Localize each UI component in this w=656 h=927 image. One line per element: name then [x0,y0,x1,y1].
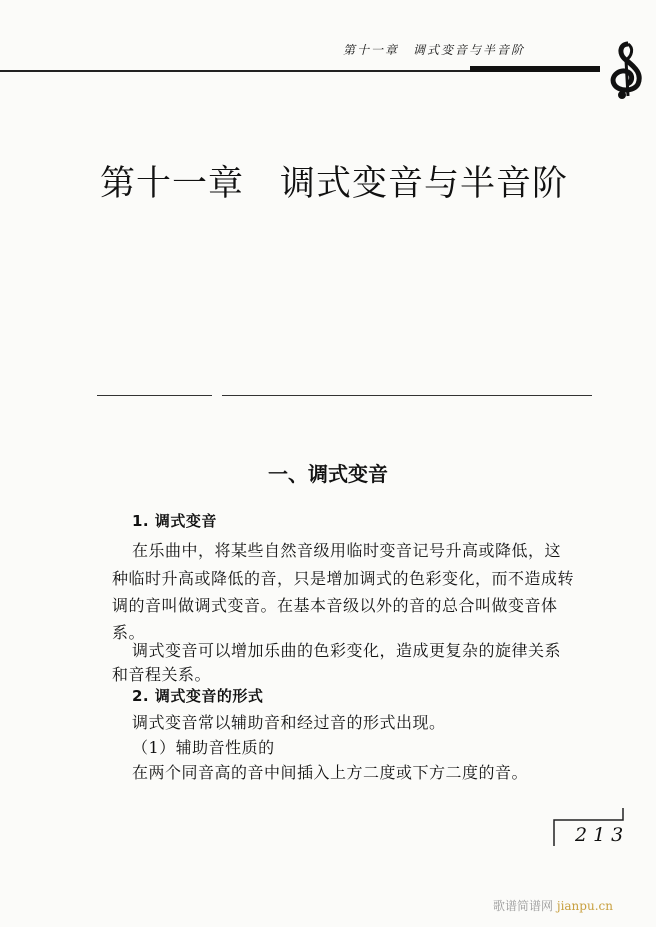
page-number: 213 [575,824,630,846]
watermark [493,897,613,914]
text-line: 在两个同音高的音中间插入上方二度或下方二度的音。 [132,763,529,782]
running-header: 第十一章 调式变音与半音阶 [343,43,526,57]
text-line: 在乐曲中，将某些自然音级用临时变音记号升高或降低，这 [132,541,562,560]
watermark-domain: jianpu.cn [556,899,613,913]
text-line: 调式变音常以辅助音和经过音的形式出现。 [132,713,446,732]
divider [97,395,212,396]
subsection-heading: 2. 调式变音的形式 [132,687,264,705]
text-line: （1）辅助音性质的 [132,738,275,757]
text-line: 调式变音可以增加乐曲的色彩变化，造成更复杂的旋律关系 [132,641,562,660]
treble-clef-icon [598,40,654,100]
text-line: 系。 [112,623,146,642]
text-line: 和音程关系。 [112,665,212,684]
header-rule-thick [470,66,600,72]
section-heading: 一、调式变音 [268,462,388,486]
subsection-heading: 1. 调式变音 [132,512,217,530]
text-line: 调的音叫做调式变音。在基本音级以外的音的总合叫做变音体 [112,596,558,615]
text-line: 种临时升高或降低的音，只是增加调式的色彩变化，而不造成转 [112,569,575,588]
watermark-site: 歌谱简谱网 [493,899,554,913]
chapter-title: 第十一章 调式变音与半音阶 [100,164,569,204]
divider [222,395,592,396]
